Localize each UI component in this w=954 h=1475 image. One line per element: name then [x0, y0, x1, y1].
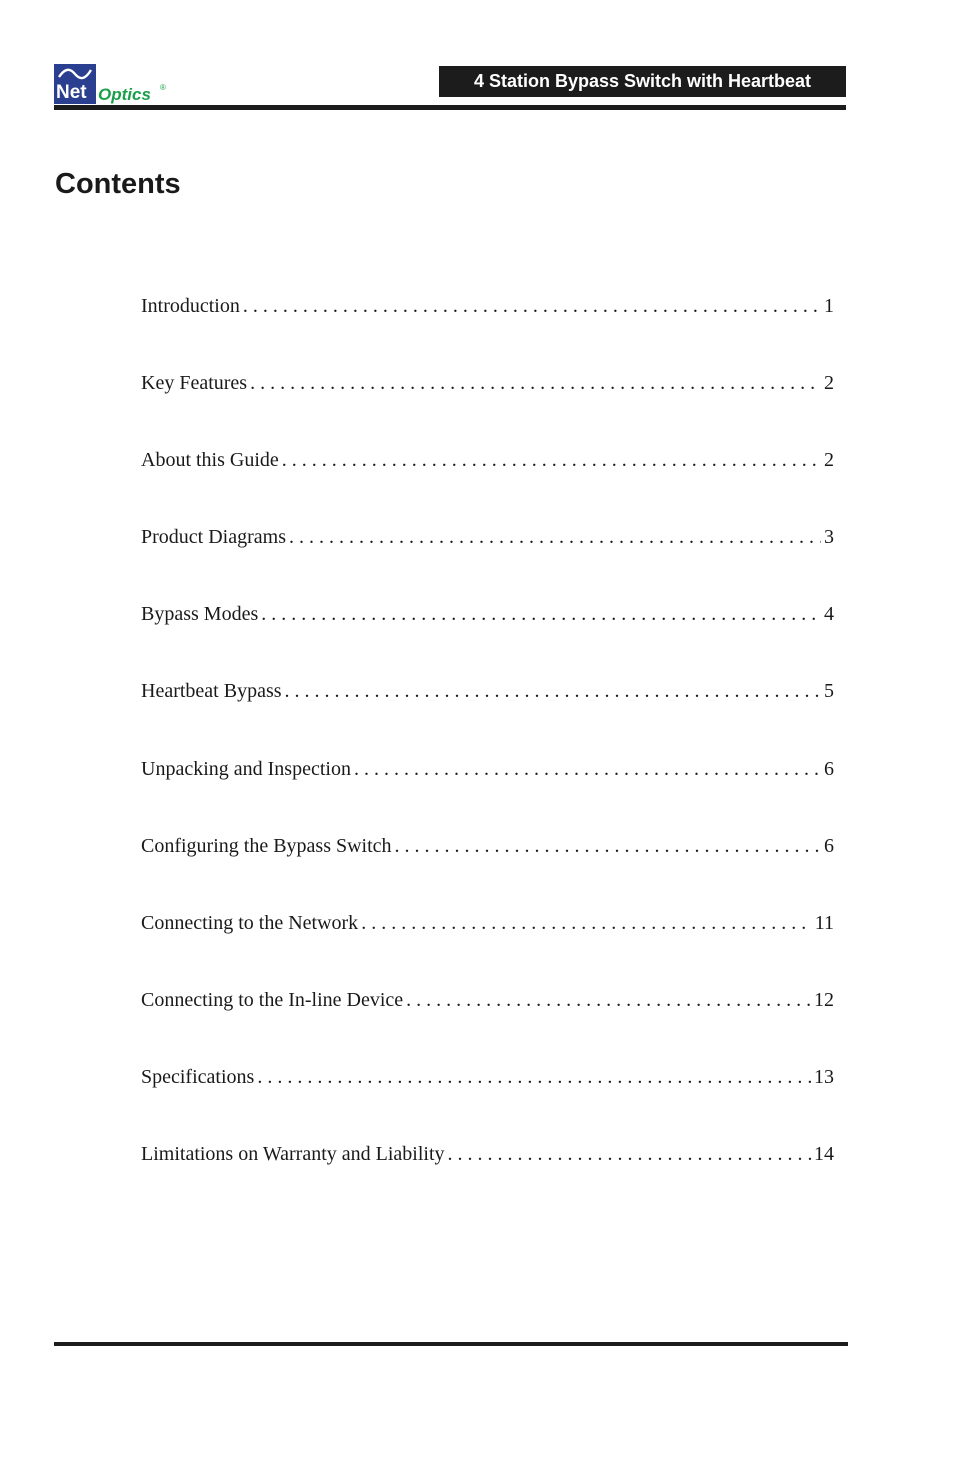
toc-entry[interactable]	[141, 908, 834, 985]
toc-entry-page-number: 3	[824, 526, 834, 549]
toc-entry[interactable]	[141, 368, 834, 445]
logo-registered-mark: ®	[160, 83, 166, 92]
toc-entry-title: Connecting to the Network	[141, 911, 359, 934]
toc-entry-page-number: 5	[824, 680, 834, 703]
logo-net-text: Net	[56, 82, 87, 103]
toc-dot-leader	[361, 908, 812, 938]
toc-dot-leader	[243, 291, 821, 321]
toc-entry-title: Configuring the Bypass Switch	[141, 834, 392, 857]
table-of-contents	[141, 291, 834, 1216]
logo-badge	[54, 64, 96, 104]
toc-entry-title: Product Diagrams	[141, 526, 286, 549]
toc-entry-title: Key Features	[141, 372, 248, 395]
toc-entry-title: Unpacking and Inspection	[141, 757, 351, 780]
toc-dot-leader	[261, 599, 821, 629]
toc-dot-leader	[448, 1139, 811, 1169]
toc-entry[interactable]	[141, 522, 834, 599]
toc-entry-page-number: 13	[814, 1065, 834, 1088]
toc-entry-title: Connecting to the In-line Device	[141, 988, 404, 1011]
toc-entry-title: Specifications	[141, 1065, 255, 1088]
toc-entry[interactable]	[141, 291, 834, 368]
toc-dot-leader	[354, 754, 821, 784]
toc-entry[interactable]	[141, 1062, 834, 1139]
toc-entry-title: Heartbeat Bypass	[141, 680, 282, 703]
toc-dot-leader	[406, 985, 811, 1015]
toc-entry-page-number: 1	[824, 295, 834, 317]
footer-divider	[54, 1342, 848, 1346]
page-title: Contents	[55, 168, 181, 200]
toc-entry-title: Bypass Modes	[141, 603, 259, 626]
toc-entry-title: Introduction	[141, 295, 240, 317]
toc-entry-page-number: 2	[824, 372, 834, 395]
toc-entry[interactable]	[141, 1139, 834, 1216]
toc-entry-page-number: 6	[824, 757, 834, 780]
toc-entry-page-number: 4	[824, 603, 834, 626]
toc-dot-leader	[282, 445, 821, 475]
toc-entry-page-number: 11	[814, 911, 834, 934]
net-optics-logo	[54, 64, 174, 106]
header-divider	[54, 105, 846, 110]
toc-entry[interactable]	[141, 754, 834, 831]
toc-entry-page-number: 2	[824, 449, 834, 472]
toc-entry-page-number: 6	[824, 834, 834, 857]
toc-entry-title: About this Guide	[141, 449, 279, 472]
toc-dot-leader	[395, 831, 821, 861]
toc-entry-page-number: 14	[814, 1143, 834, 1166]
toc-entry[interactable]	[141, 985, 834, 1062]
wave-icon	[58, 67, 92, 81]
toc-dot-leader	[257, 1062, 811, 1092]
toc-entry[interactable]	[141, 831, 834, 908]
document-title-banner: 4 Station Bypass Switch with Heartbeat	[439, 66, 846, 97]
toc-entry[interactable]	[141, 676, 834, 753]
toc-entry[interactable]	[141, 599, 834, 676]
logo-optics-text: Optics	[98, 85, 151, 104]
toc-dot-leader	[250, 368, 821, 398]
toc-entry-page-number: 12	[814, 988, 834, 1011]
toc-entry[interactable]	[141, 445, 834, 522]
toc-dot-leader	[285, 676, 821, 706]
toc-dot-leader	[289, 522, 821, 552]
toc-entry-title: Limitations on Warranty and Liability	[141, 1143, 445, 1166]
